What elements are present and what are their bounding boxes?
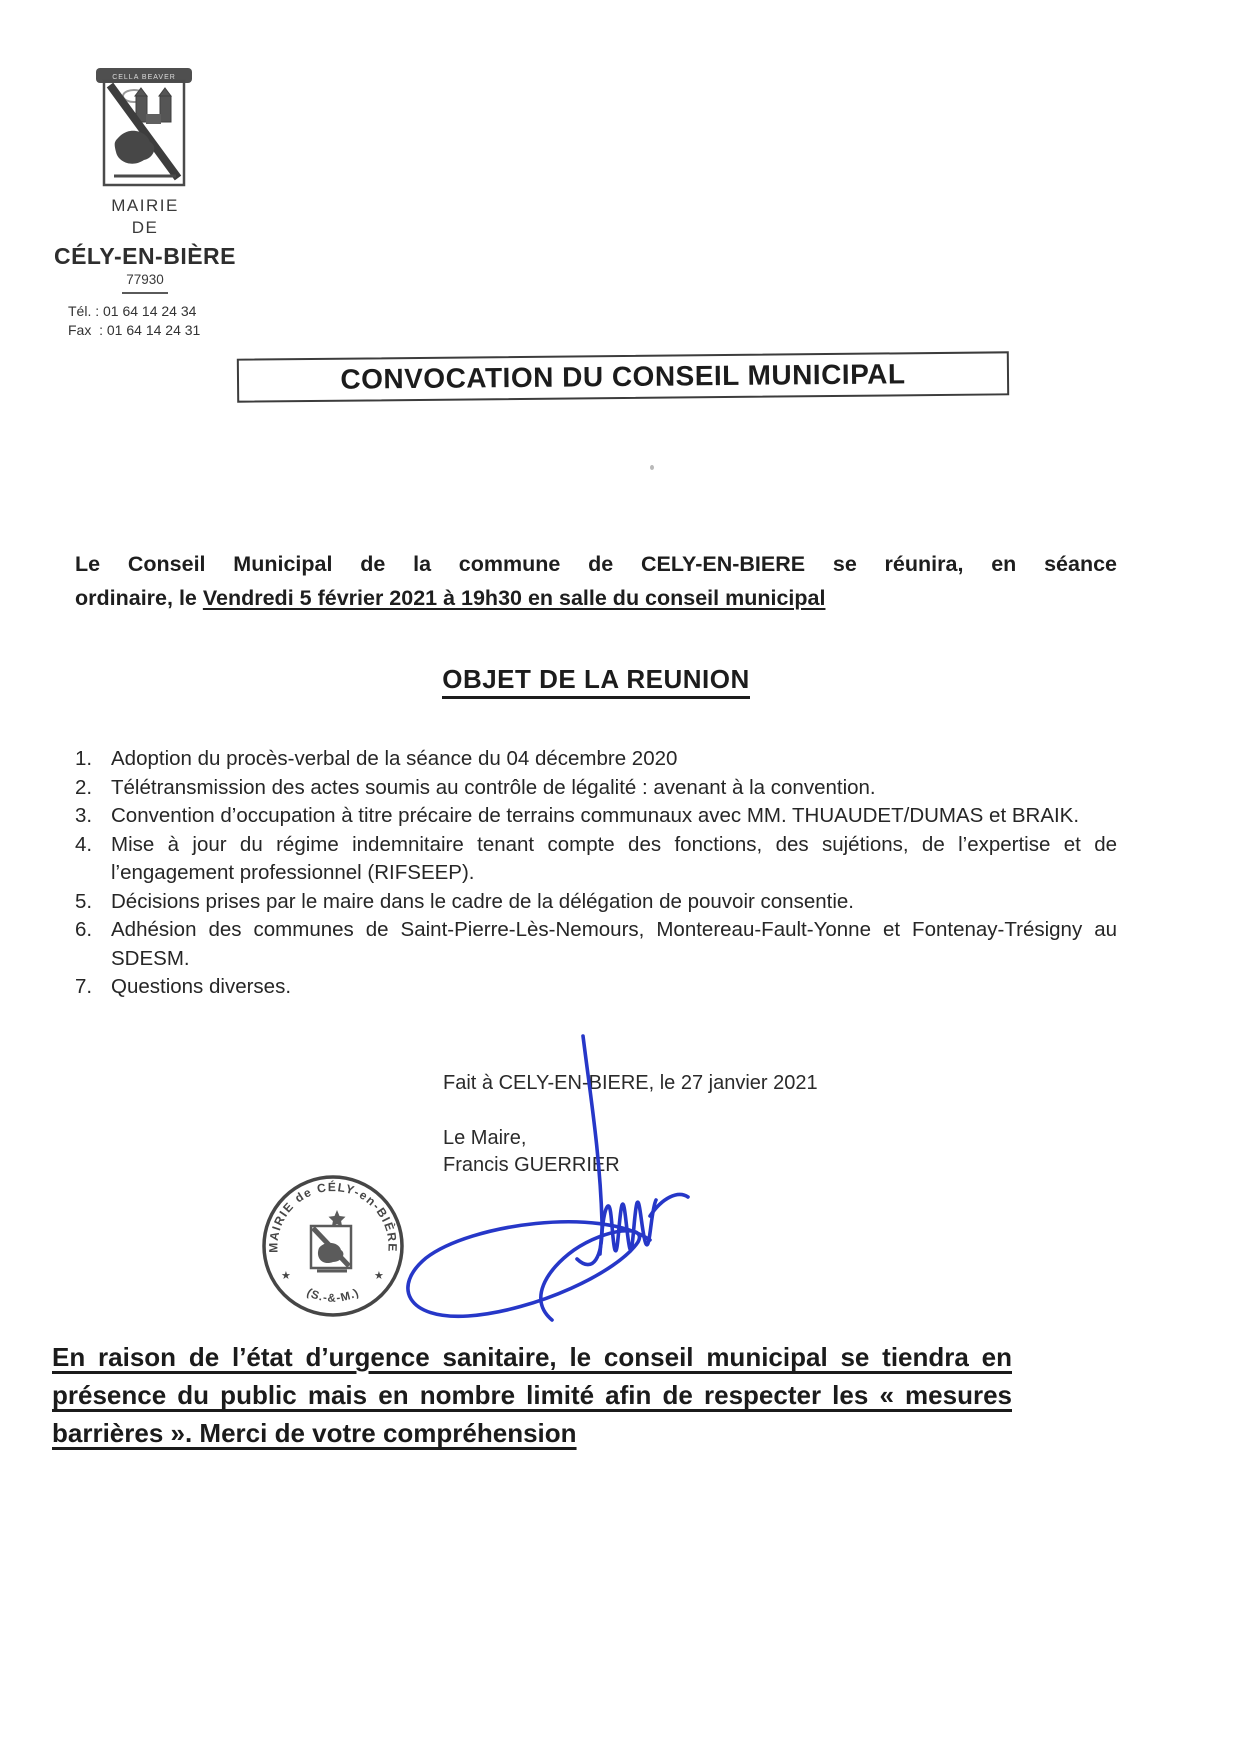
stamp-left-star: ★ <box>281 1270 291 1282</box>
sanitary-notice: En raison de l’état d’urgence sanitaire, le conseil municipal se tiendra en présence du public mais en nombre limité afin de respecter les « mesures barrières ». Merci de votre compréhension <box>52 1342 1012 1448</box>
section-heading: OBJET DE LA REUNION <box>442 664 750 699</box>
section-heading-wrap <box>75 664 1117 695</box>
agenda-item <box>75 831 1117 888</box>
stamp-right-star: ★ <box>374 1270 384 1282</box>
postal-code-rule <box>122 292 168 294</box>
agenda-item-number: 3. <box>75 804 93 827</box>
intro-line2-underlined: Vendredi 5 février 2021 à 19h30 en salle du conseil municipal <box>202 586 826 610</box>
agenda-item-text: Adoption du procès-verbal de la séance du 04 décembre 2020 <box>111 747 678 770</box>
letterhead-org-line2: DE <box>131 218 159 237</box>
letterhead-postal-code: 77930 <box>126 272 164 287</box>
crest-banner-text: CELLA BEAVER <box>112 74 176 81</box>
document-title: CONVOCATION DU CONSEIL MUNICIPAL <box>340 358 906 395</box>
scan-artifact <box>650 465 654 470</box>
agenda-item <box>75 774 1117 803</box>
agenda-item-text: Adhésion des communes de Saint-Pierre-Lès-Nemours, Montereau-Fault-Yonne et Fontenay-Trésigny au SDESM. <box>111 918 1117 970</box>
svg-text:(S.-&-M.) <box>305 1287 362 1305</box>
agenda-item-text: Décisions prises par le maire dans le cadre de la délégation de pouvoir consentie. <box>111 889 854 913</box>
agenda-item <box>75 745 1117 774</box>
agenda-item-number: 7. <box>75 975 93 998</box>
agenda-item <box>75 916 1117 973</box>
mayor-signature <box>380 1020 710 1350</box>
letterhead-fax: Fax : 01 64 14 24 31 <box>68 322 201 338</box>
agenda-item-number: 2. <box>75 775 93 799</box>
intro-paragraph <box>75 547 1117 615</box>
agenda-item-text: Télétransmission des actes soumis au contrôle de légalité : avenant à la convention. <box>111 775 876 799</box>
agenda-list <box>75 745 1117 1002</box>
agenda-item-text: Convention d’occupation à titre précaire de terrains communaux avec MM. THUAUDET/DUMAS et BRAIK. <box>111 804 1080 827</box>
signature-vertical-stroke <box>577 1036 602 1265</box>
agenda-item <box>75 802 1117 831</box>
agenda-item-number: 6. <box>75 918 93 941</box>
letterhead-org-line1: MAIRIE <box>111 196 179 215</box>
signature-zigzag <box>600 1200 656 1254</box>
intro-line2-normal: ordinaire, le <box>75 586 203 610</box>
signatory-role: Le Maire, <box>443 1127 527 1149</box>
agenda-item-text: Mise à jour du régime indemnitaire tenant compte des fonctions, des sujétions, de l’expertise et de l’engagement professionnel (RIFSEEP). <box>111 832 1117 884</box>
agenda-item-number: 4. <box>75 832 93 856</box>
agenda-item-text: Questions diverses. <box>111 975 292 998</box>
stamp-bottom-text: (S.-&-M.) <box>304 1286 362 1305</box>
place-and-date: Fait à CELY-EN-BIERE, le 27 janvier 2021 <box>443 1072 818 1094</box>
document-title-box <box>237 351 1009 402</box>
stamp-center-crest <box>311 1210 351 1271</box>
stamp-top-text: MAIRIE de CÉLY-en-BIÈRE <box>266 1179 400 1254</box>
agenda-item-number: 1. <box>75 747 93 770</box>
commune-crest-logo <box>88 66 200 196</box>
crest-towers <box>135 88 171 124</box>
letterhead-commune-name: CÉLY-EN-BIÈRE <box>53 243 237 269</box>
agenda-item-number: 5. <box>75 889 93 913</box>
agenda-item <box>75 888 1117 917</box>
intro-line2 <box>75 581 1117 615</box>
signatory-name: Francis GUERRIER <box>443 1154 620 1176</box>
letterhead-phone: Tél. : 01 64 14 24 34 <box>68 303 197 319</box>
agenda-item <box>75 973 1117 1002</box>
intro-line1: Le Conseil Municipal de la commune de CELY-EN-BIERE se réunira, en séance <box>75 552 1117 576</box>
